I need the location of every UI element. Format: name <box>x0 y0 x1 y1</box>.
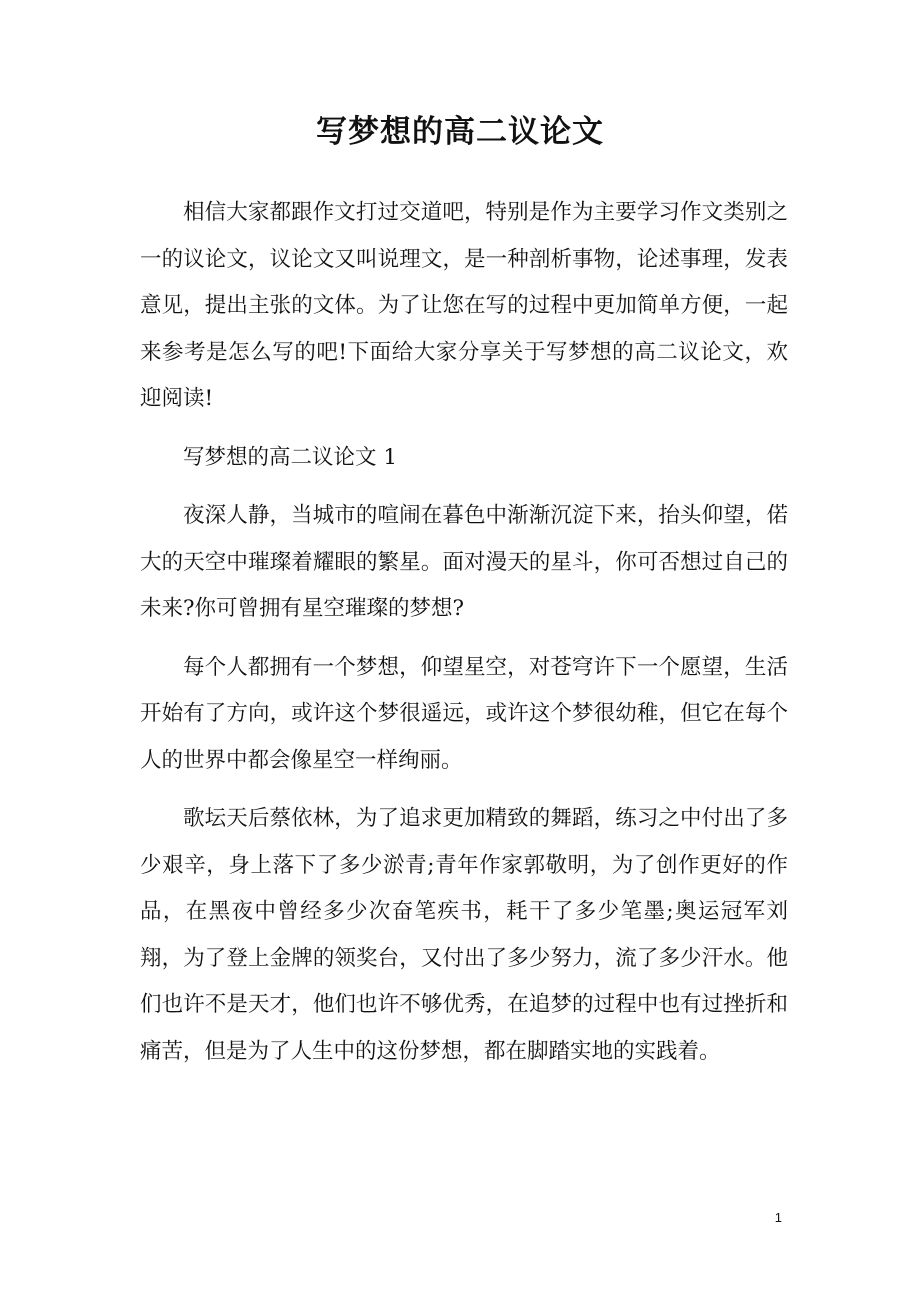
paragraph-everyone-dream: 每个人都拥有一个梦想，仰望星空，对苍穹许下一个愿望，生活开始有了方向，或许这个梦很遥远，或许这个梦很幼稚，但它在每个人的世界中都会像星空一样绚丽。 <box>140 654 788 773</box>
document-title: 写梦想的高二议论文 <box>316 114 604 150</box>
document-body <box>140 190 788 1075</box>
page-number: 1 <box>774 1210 782 1225</box>
paragraph-examples: 歌坛天后蔡依林，为了追求更加精致的舞蹈，练习之中付出了多少艰辛，身上落下了多少淤青;青年作家郭敬明，为了创作更好的作品，在黑夜中曾经多少次奋笔疾书，耗干了多少笔墨;奥运冠军刘翔，为了登上金牌的领奖台，又付出了多少努力，流了多少汗水。他们也许不是天才，他们也许不够优秀，在追梦的过程中也有过挫折和痛苦，但是为了人生中的这份梦想，都在脚踏实地的实践着。 <box>140 806 788 1064</box>
paragraph-intro: 相信大家都跟作文打过交道吧，特别是作为主要学习作文类别之一的议论文，议论文又叫说理文，是一种剖析事物，论述事理，发表意见，提出主张的文体。为了让您在写的过程中更加简单方便，一起来参考是怎么写的吧!下面给大家分享关于写梦想的高二议论文，欢迎阅读! <box>140 200 788 411</box>
section-heading: 写梦想的高二议论文 1 <box>183 444 398 470</box>
paragraph-night-sky: 夜深人静，当城市的喧闹在暮色中渐渐沉淀下来，抬头仰望，偌大的天空中璀璨着耀眼的繁星。面对漫天的星斗，你可否想过自己的未来?你可曾拥有星空璀璨的梦想? <box>140 503 788 621</box>
